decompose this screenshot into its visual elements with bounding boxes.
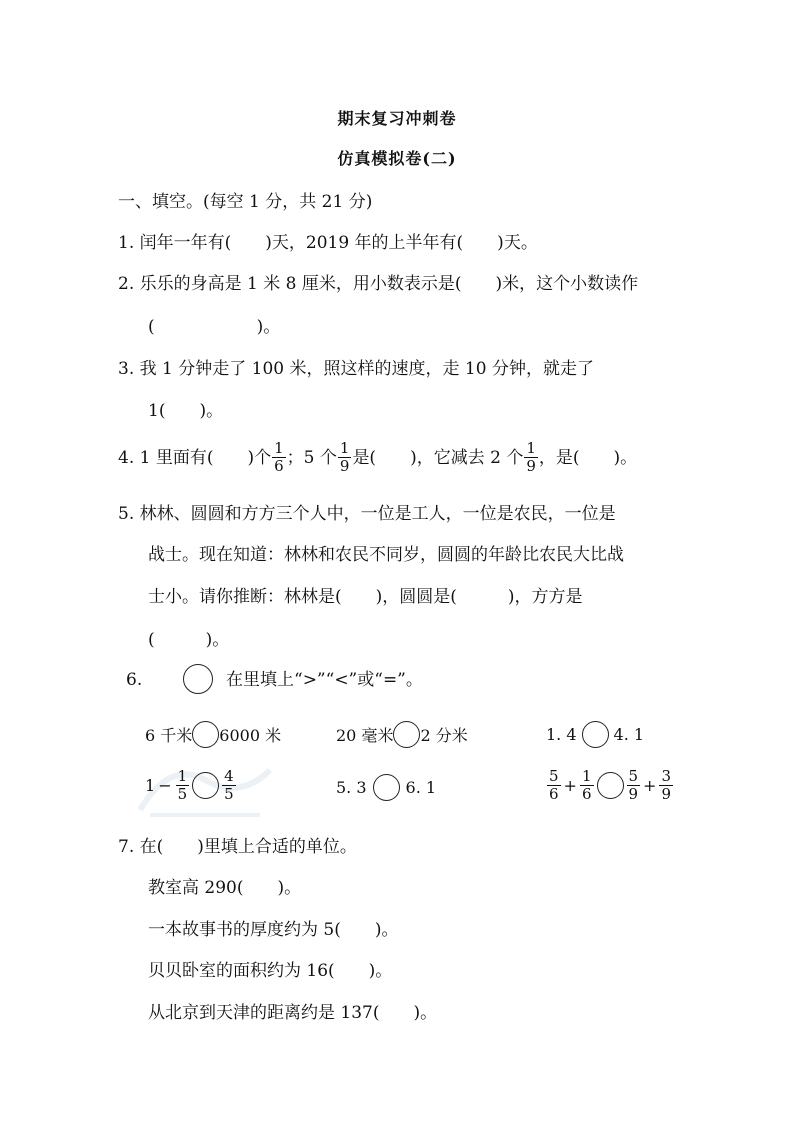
compare-right: 6. 1 — [405, 778, 437, 797]
question-3-line-1: 3. 我 1 分钟走了 100 米，照这样的速度，走 10 分钟，就走了 — [118, 359, 594, 379]
minus-sign: − — [158, 776, 172, 795]
fraction-denominator: 9 — [339, 457, 350, 475]
fraction-1-6 — [272, 440, 286, 475]
compare-item-1 — [145, 721, 281, 748]
fraction-numerator: 5 — [549, 767, 559, 785]
fraction-numerator: 5 — [628, 767, 639, 785]
compare-circle[interactable] — [393, 721, 420, 748]
compare-left: 5. 3 — [336, 778, 367, 797]
compare-right: 2 分米 — [420, 726, 468, 745]
fraction-denominator: 6 — [549, 785, 559, 803]
compare-left: 20 毫米 — [336, 726, 394, 745]
compare-circle[interactable] — [582, 721, 609, 748]
question-5-line-1: 5. 林林、圆圆和方方三个人中，一位是工人，一位是农民，一位是 — [118, 504, 616, 524]
fraction-numerator: 1 — [339, 439, 350, 457]
compare-left: 1. 4 — [546, 725, 577, 744]
fraction-3-9 — [659, 768, 673, 803]
fraction-1-6 — [580, 768, 594, 803]
compare-whole: 1 — [145, 776, 156, 795]
fraction-numerator: 1 — [526, 439, 536, 457]
fraction-denominator: 6 — [274, 457, 284, 475]
question-7-heading: 7. 在( )里填上合适的单位。 — [118, 837, 357, 857]
q4-part-2: ；5 个 — [286, 447, 337, 468]
question-6-number: 6. — [126, 670, 143, 690]
fraction-numerator: 4 — [224, 767, 234, 785]
question-6-instruction: 在里填上“>”“<”或“=”。 — [226, 670, 423, 690]
compare-item-5 — [336, 774, 436, 801]
fraction-denominator: 6 — [581, 785, 592, 803]
page-subtitle: 仿真模拟卷(二) — [337, 149, 457, 168]
question-7-item-4: 从北京到天津的距离约是 137( )。 — [148, 1003, 438, 1023]
q4-part-1: 4. 1 里面有( )个 — [118, 447, 272, 468]
compare-right: 6000 米 — [219, 726, 282, 745]
compare-item-2 — [336, 721, 468, 748]
question-2-line-2: ( )。 — [148, 317, 281, 337]
compare-item-4 — [145, 768, 237, 803]
page-title: 期末复习冲刺卷 — [337, 109, 457, 128]
compare-circle[interactable] — [373, 774, 400, 801]
question-3-line-2: 1( )。 — [148, 401, 224, 421]
compare-right: 4. 1 — [613, 725, 645, 744]
q4-part-4: ，是( )。 — [538, 447, 638, 468]
compare-item-3 — [546, 721, 644, 748]
fraction-denominator: 9 — [526, 457, 536, 475]
fraction-numerator: 1 — [177, 767, 188, 785]
compare-circle[interactable] — [192, 772, 219, 799]
fraction-1-5 — [176, 768, 190, 803]
question-7-item-3: 贝贝卧室的面积约为 16( )。 — [148, 961, 393, 981]
compare-circle[interactable] — [192, 721, 219, 748]
fraction-denominator: 5 — [224, 785, 234, 803]
q4-part-3: 是( )，它减去 2 个 — [352, 447, 524, 468]
fraction-numerator: 1 — [581, 767, 592, 785]
compare-circle[interactable] — [597, 772, 624, 799]
question-4 — [118, 440, 637, 475]
fraction-denominator: 9 — [661, 785, 671, 803]
fraction-denominator: 5 — [177, 785, 188, 803]
question-5-line-4: ( )。 — [148, 630, 230, 650]
fraction-1-9-b — [524, 440, 538, 475]
question-7-item-2: 一本故事书的厚度约为 5( )。 — [148, 920, 399, 940]
fraction-4-5 — [222, 768, 236, 803]
section-heading: 一、填空。(每空 1 分，共 21 分) — [118, 192, 373, 212]
fraction-numerator: 1 — [274, 439, 284, 457]
fraction-5-9 — [627, 768, 641, 803]
compare-circle-example — [183, 664, 213, 694]
question-5-line-2: 战士。现在知道：林林和农民不同岁，圆圆的年龄比农民大比战 — [148, 545, 624, 565]
plus-sign: + — [563, 776, 577, 795]
plus-sign: + — [643, 776, 657, 795]
fraction-numerator: 3 — [661, 767, 671, 785]
compare-item-6 — [546, 768, 674, 803]
question-2-line-1: 2. 乐乐的身高是 1 米 8 厘米，用小数表示是( )米，这个小数读作 — [118, 274, 639, 294]
question-1: 1. 闰年一年有( )天，2019 年的上半年有( )天。 — [118, 233, 538, 253]
fraction-denominator: 9 — [628, 785, 639, 803]
question-5-line-3: 士小。请你推断：林林是( )，圆圆是( )，方方是 — [148, 587, 583, 607]
fraction-5-6 — [547, 768, 561, 803]
fraction-1-9 — [338, 440, 352, 475]
compare-left: 6 千米 — [145, 726, 193, 745]
question-7-item-1: 教室高 290( )。 — [148, 878, 302, 898]
